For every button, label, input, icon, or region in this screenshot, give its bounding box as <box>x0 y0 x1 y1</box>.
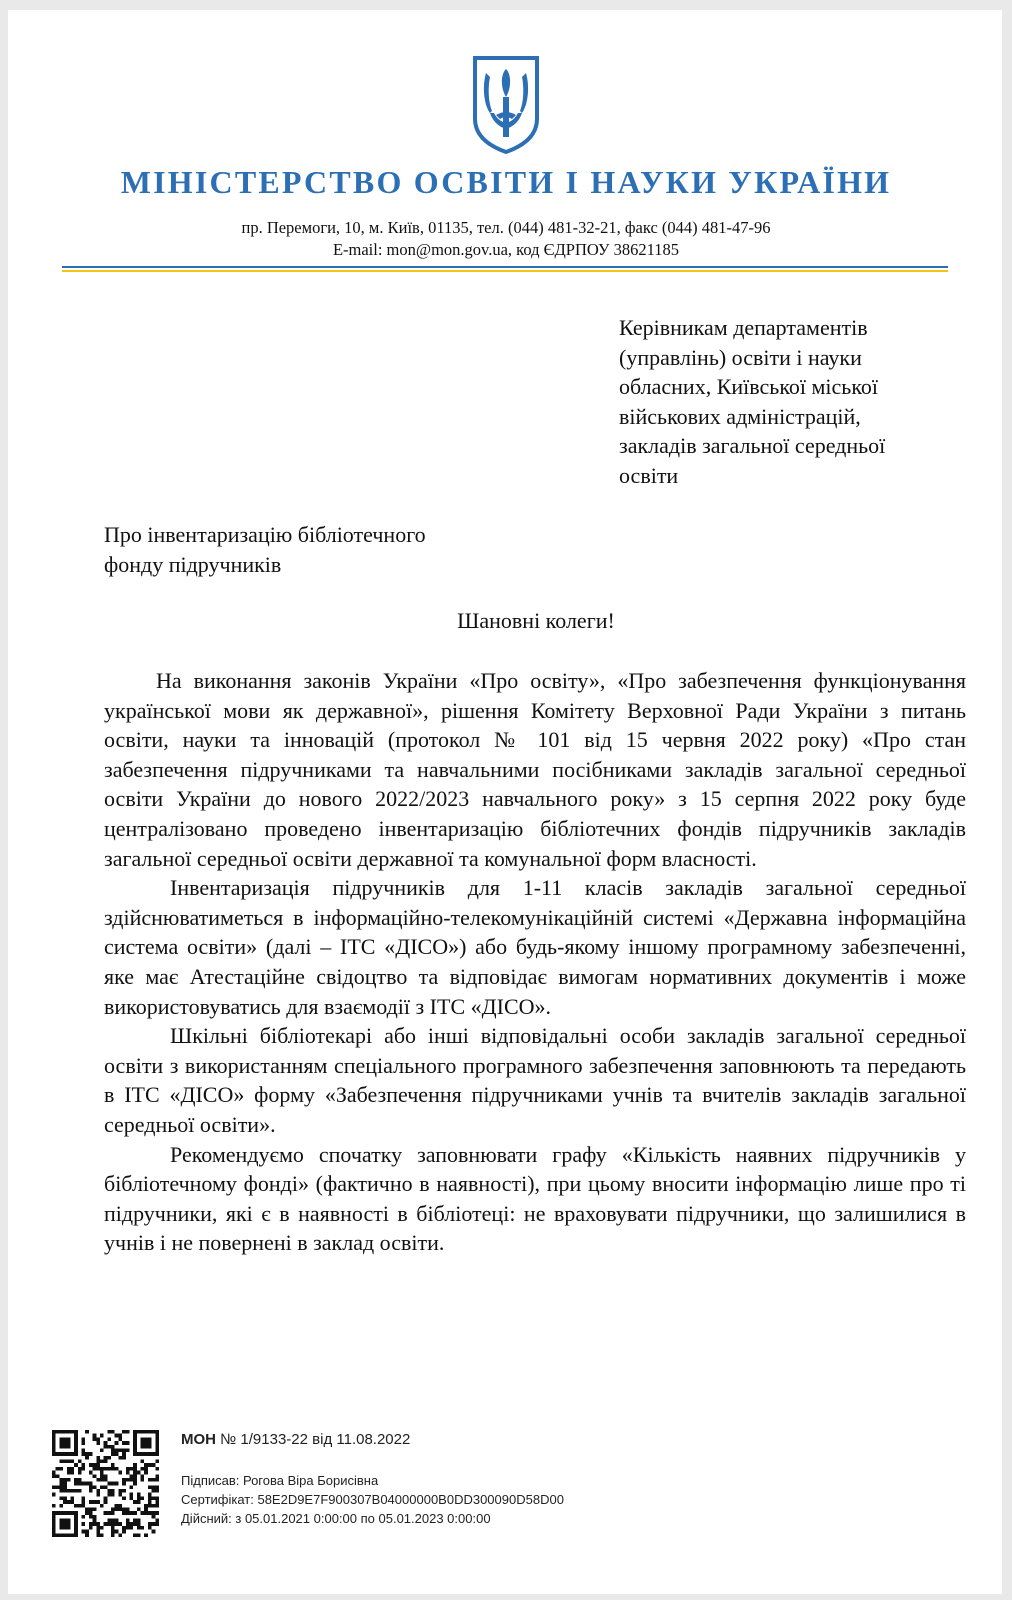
letter-body <box>104 666 966 1258</box>
certificate: Сертифікат: 58E2D9E7F900307B04000000B0DD300090D58D00 <box>181 1492 564 1507</box>
coat-of-arms-icon <box>472 55 540 155</box>
body-paragraph: Шкільні бібліотекарі або інші відповідальні особи закладів загальної середньої освіти з використанням спеціального програмного забезпечення заповнюють та передають в ІТС «ДІСО» форму «Забезпечення підручниками учнів та вчителів закладів загальної середньої освіти». <box>104 1023 966 1137</box>
recipient-line: освіти <box>619 462 679 488</box>
validity-period: Дійсний: з 05.01.2021 0:00:00 по 05.01.2023 0:00:00 <box>181 1511 491 1526</box>
subject-line: фонду підручників <box>104 552 282 577</box>
header-divider-yellow <box>62 270 948 272</box>
registration-org: МОН <box>181 1431 216 1448</box>
recipient-line: закладів загальної середньої <box>619 433 886 459</box>
recipient-line: (управлінь) освіти і науки <box>619 344 862 370</box>
recipient-line: військових адміністрацій, <box>619 403 861 429</box>
letter-subject <box>104 520 426 580</box>
body-paragraph: На виконання законів України «Про освіту», «Про забезпечення функціонування української мови як державної», рішення Комітету Верховної Ради України з питань освіти, науки та інновацій (протокол № 101 від 15 червня 2022 року) «Про стан забезпечення підручниками та навчальними посібниками закладів загальної середньої освіти України до нового 2022/2023 навчального року» з 15 серпня 2022 року буде централізовано проведено інвентаризацію бібліотечних фондів підручників закладів загальної середньої освіти державної та комунальної форм власності. <box>104 668 966 871</box>
registration-number <box>181 1431 410 1448</box>
email-line: E-mail: mon@mon.gov.ua, код ЄДРПОУ 38621185 <box>332 240 680 259</box>
body-paragraph: Інвентаризація підручників для 1-11 класів закладів загальної середньої здійснюватиметься в інформаційно-телекомунікаційній системі «Державна інформаційна система освіти» (далі – ІТС «ДІСО») або будь-якому іншому програмному забезпеченні, яке має Атестаційне свідоцтво та відповідає вимогам нормативних документів і може використовуватись для взаємодії з ІТС «ДІСО». <box>104 875 966 1019</box>
greeting: Шановні колеги! <box>457 608 615 633</box>
signed-by: Підписав: Рогова Віра Борисівна <box>181 1473 379 1488</box>
body-paragraph: Рекомендуємо спочатку заповнювати графу «Кількість наявних підручників у бібліотечному фонді» (фактично в наявності), при цьому вносити інформацію лише про ті підручники, які є в наявності в бібліотеці: не враховувати підручники, що залишилися в учнів і не повернені в заклад освіти. <box>104 1141 966 1256</box>
address-line: пр. Перемоги, 10, м. Київ, 01135, тел. (044) 481-32-21, факс (044) 481-47-96 <box>241 218 771 237</box>
recipient-line: обласних, Київської міської <box>619 374 879 400</box>
recipient-line: Керівникам департаментів <box>619 315 868 340</box>
ministry-name: МІНІСТЕРСТВО ОСВІТИ І НАУКИ УКРАЇНИ <box>120 164 892 200</box>
header-divider-blue <box>62 266 948 268</box>
recipient-block <box>619 313 979 491</box>
subject-line: Про інвентаризацію бібліотечного <box>104 522 426 547</box>
registration-details: № 1/9133-22 від 11.08.2022 <box>216 1431 411 1448</box>
qr-code-icon <box>52 1430 159 1537</box>
